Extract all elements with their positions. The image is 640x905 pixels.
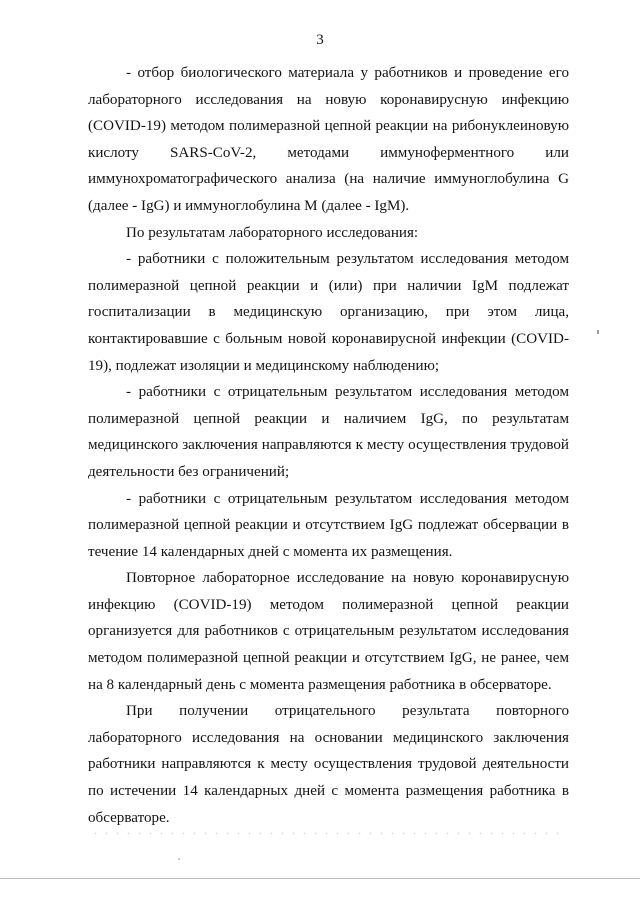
paragraph-negative-with-igg: - работники с отрицательным результатом исследования методом полимеразной цепной реакции и наличием IgG, по результатам медицинского заключения направляются к месту осуществления трудовой деятельности без ограничений; (88, 384, 569, 480)
scan-artifact-dot (178, 858, 180, 860)
paragraph-results-intro: По результатам лабораторного исследования: (126, 224, 419, 241)
page-number: 3 (316, 32, 324, 48)
scan-bottom-edge (0, 878, 640, 879)
scan-noise-row (90, 832, 560, 835)
document-body (88, 60, 569, 831)
scan-artifact-mark (597, 330, 599, 334)
paragraph-sampling: - отбор биологического материала у работников и проведение его лабораторного исследования на новую коронавирусную инфекцию (COVID-19) методом полимеразной цепной реакции на рибонуклеиновую кислоту SARS-CoV-2, методами иммуноферментного или иммунохроматографического анализа (на наличие иммуноглобулина G (далее - IgG) и иммуноглобулина М (далее - IgM). (88, 65, 569, 214)
paragraph-positive-result: - работники с положительным результатом исследования методом полимеразной цепной реакции и (или) при наличии IgM подлежат госпитализации в медицинскую организацию, при этом лица, контактировавшие с больным новой коронавирусной инфекции (COVID-19), подлежат изоляции и медицинскому наблюдению; (88, 251, 569, 374)
paragraph-repeat-negative: При получении отрицательного результата повторного лабораторного исследования на основании медицинского заключения работники направляются к месту осуществления трудовой деятельности по истечении 14 календарных дней с момента размещения работника в обсерваторе. (88, 703, 569, 826)
paragraph-negative-without-igg: - работники с отрицательным результатом исследования методом полимеразной цепной реакции и отсутствием IgG подлежат обсервации в течение 14 календарных дней с момента их размещения. (88, 490, 569, 560)
paragraph-repeat-test: Повторное лабораторное исследование на новую коронавирусную инфекцию (COVID-19) методом полимеразной цепной реакции организуется для работников с отрицательным результатом исследования методом полимеразной цепной реакции и отсутствием IgG, не ранее, чем на 8 календарный день с момента размещения работника в обсерваторе. (88, 570, 569, 693)
